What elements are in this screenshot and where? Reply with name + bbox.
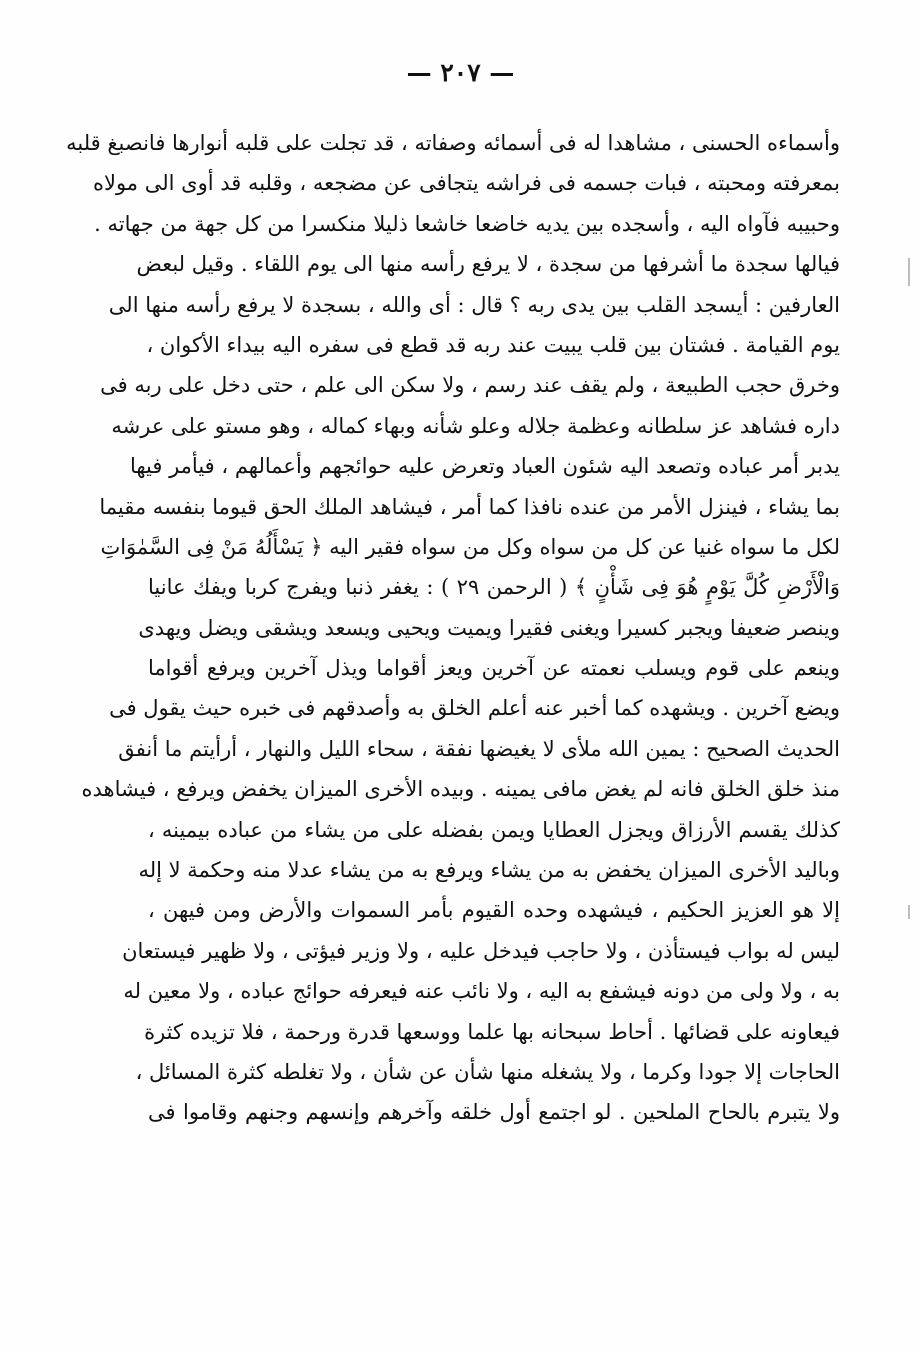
text-line: كذلك يقسم الأرزاق ويجزل العطايا ويمن بفضله على من يشاء من عباده بيمينه ،	[148, 817, 840, 842]
text-line: بما يشاء ، فينزل الأمر من عنده نافذا كما أمر ، فيشاهد الملك الحق قيوما بنفسه مقيما	[99, 494, 840, 519]
text-line: فيالها سجدة ما أشرفها من سجدة ، لا يرفع رأسه منها الى يوم اللقاء . وقيل لبعض	[136, 252, 840, 277]
text-line: وخرق حجب الطبيعة ، ولم يقف عند رسم ، ولا سكن الى علم ، حتى دخل على ربه فى	[100, 373, 840, 398]
text-line: فيعاونه على قضائها . أحاط سبحانه بها علما ووسعها قدرة ورحمة ، فلا تزيده كثرة	[144, 1019, 840, 1044]
text-line: ولا يتبرم بالحاح الملحين . لو اجتمع أول خلقه وآخرهم وإنسهم وجنهم وقاموا فى	[148, 1100, 840, 1125]
text-line: وباليد الأخرى الميزان يخفض به من يشاء ويرفع به من يشاء عدلا منه وحكمة لا إله	[138, 858, 840, 883]
text-line: لكل ما سواه غنيا عن كل من سواه وكل من سواه فقير اليه ﴿ يَسْأَلُهُ مَنْ فِى السَّمٰوَاتِ	[100, 534, 840, 559]
text-line: داره فشاهد عز سلطانه وعظمة جلاله وعلو شأنه وبهاء كماله ، وهو مستو على عرشه	[111, 413, 840, 438]
scan-edge-mark-right-lower	[908, 905, 910, 919]
text-line: ويضع آخرين . ويشهده كما أخبر عنه أعلم الخلق به وأصدقهم فى خبره حيث يقول فى	[109, 696, 840, 721]
text-line: وحبيبه فآواه اليه ، وأسجده بين يديه خاضعا خاشعا ذليلا منكسرا من كل جهة من جهاته .	[94, 211, 840, 236]
text-line: وأسماءه الحسنى ، مشاهدا له فى أسمائه وصفاته ، قد تجلت على قلبه أنوارها فانصبغ قلبه	[66, 131, 840, 155]
text-line: يوم القيامة . فشتان بين قلب يبيت عند ربه قد قطع فى سفره اليه بيداء الأكوان ،	[146, 332, 840, 357]
text-line: الحاجات إلا جودا وكرما ، ولا يشغله منها شأن عن شأن ، ولا تغلطه كثرة المسائل ،	[135, 1059, 840, 1084]
text-line: به ، ولا ولى من دونه فيشفع به اليه ، ولا نائب عنه فيعرفه حوائج عباده ، ولا معين له	[123, 979, 840, 1004]
text-line: يدبر أمر عباده وتصعد اليه شئون العباد وتعرض عليه حوائجهم وأعمالهم ، فيأمر فيها	[129, 454, 840, 479]
text-line: إلا هو العزيز الحكيم ، فيشهده وحده القيوم بأمر السموات والأرض ومن فيهن ،	[148, 898, 840, 923]
text-line: بمعرفته ومحبته ، فبات جسمه فى فراشه يتجافى عن مضجعه ، وقلبه قد أوى الى مولاه	[92, 171, 840, 196]
scan-edge-mark-right	[908, 258, 910, 286]
text-line: وَالْأَرْضِ كُلَّ يَوْمٍ هُوَ فِى شَأْنٍ ﴾ ( الرحمن ٢٩ ) : يغفر ذنبا ويفرج كربا ويفك عانيا	[148, 575, 840, 600]
text-line: العارفين : أيسجد القلب بين يدى ربه ؟ قال : أى والله ، بسجدة لا يرفع رأسه منها الى	[108, 292, 840, 317]
text-line: منذ خلق الخلق فانه لم يغض مافى يمينه . وبيده الأخرى الميزان يخفض ويرفع ، فيشاهده	[81, 777, 840, 802]
text-line: الحديث الصحيح : يمين الله ملأى لا يغيضها نفقة ، سحاء الليل والنهار ، أرأيتم ما أنفق	[118, 736, 840, 761]
text-line: ليس له بواب فيستأذن ، ولا حاجب فيدخل عليه ، ولا وزير فيؤتى ، ولا ظهير فيستعان	[122, 938, 840, 963]
text-line: وينصر ضعيفا ويجبر كسيرا ويغنى فقيرا ويميت ويحيى ويسعد ويشقى ويضل ويهدى	[138, 615, 840, 640]
text-line: وينعم على قوم ويسلب نعمته عن آخرين ويعز أقواما ويذل آخرين ويرفع أقواما	[148, 656, 840, 681]
page-number: — ٢٠٧ —	[406, 58, 515, 87]
page-body-text	[66, 123, 840, 1133]
